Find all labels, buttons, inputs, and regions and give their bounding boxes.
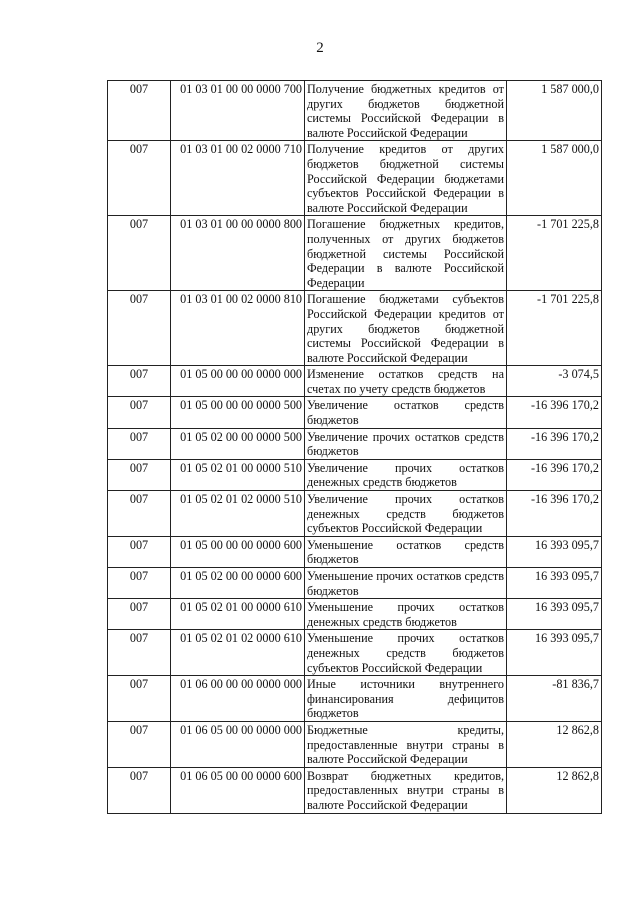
classification-code-cell: 01 05 02 01 02 0000 610 [171,630,305,676]
source-name-cell: Уменьшение прочих остатков денежных средств бюджетов субъектов Российской Федерации [305,630,507,676]
table-row [108,630,602,676]
amount-cell: -16 396 170,2 [507,428,602,459]
page-number: 2 [316,40,324,56]
admin-code-cell: 007 [108,459,171,490]
amount-cell: 16 393 095,7 [507,536,602,567]
classification-code-cell: 01 05 02 00 00 0000 500 [171,428,305,459]
table-row [108,428,602,459]
source-name-cell: Увеличение прочих остатков средств бюджетов [305,428,507,459]
admin-code-cell: 007 [108,291,171,366]
source-name-cell: Получение кредитов от других бюджетов бюджетной системы Российской Федерации бюджетами субъектов Российской Федерации в валюте Российской Федерации [305,141,507,216]
amount-cell: -3 074,5 [507,366,602,397]
classification-code-cell: 01 03 01 00 00 0000 800 [171,216,305,291]
admin-code-cell: 007 [108,568,171,599]
table-row [108,676,602,722]
amount-cell: -1 701 225,8 [507,216,602,291]
source-name-cell: Увеличение прочих остатков денежных средств бюджетов [305,459,507,490]
admin-code-cell: 007 [108,491,171,537]
table-row [108,291,602,366]
source-name-cell: Погашение бюджетами субъектов Российской Федерации кредитов от других бюджетов бюджетной системы Российской Федерации в валюте Российской Федерации [305,291,507,366]
admin-code-cell: 007 [108,676,171,722]
amount-cell: 16 393 095,7 [507,568,602,599]
admin-code-cell: 007 [108,721,171,767]
amount-cell: 12 862,8 [507,767,602,813]
classification-code-cell: 01 03 01 00 02 0000 710 [171,141,305,216]
classification-code-cell: 01 05 00 00 00 0000 000 [171,366,305,397]
amount-cell: -81 836,7 [507,676,602,722]
admin-code-cell: 007 [108,81,171,141]
classification-code-cell: 01 05 02 01 00 0000 610 [171,599,305,630]
classification-code-cell: 01 05 00 00 00 0000 600 [171,536,305,567]
classification-code-cell: 01 03 01 00 00 0000 700 [171,81,305,141]
table-row [108,81,602,141]
classification-code-cell: 01 06 05 00 00 0000 000 [171,721,305,767]
amount-cell: 12 862,8 [507,721,602,767]
table-row [108,721,602,767]
admin-code-cell: 007 [108,141,171,216]
classification-code-cell: 01 05 02 01 00 0000 510 [171,459,305,490]
classification-code-cell: 01 05 02 00 00 0000 600 [171,568,305,599]
source-name-cell: Возврат бюджетных кредитов, предоставленных внутри страны в валюте Российской Федерации [305,767,507,813]
source-name-cell: Погашение бюджетных кредитов, полученных от других бюджетов бюджетной системы Российской Федерации в валюте Российской Федерации [305,216,507,291]
admin-code-cell: 007 [108,216,171,291]
table-row [108,599,602,630]
table-row [108,459,602,490]
table-row [108,397,602,428]
classification-code-cell: 01 06 00 00 00 0000 000 [171,676,305,722]
table-row [108,366,602,397]
amount-cell: 1 587 000,0 [507,141,602,216]
amount-cell: 16 393 095,7 [507,630,602,676]
table-row [108,141,602,216]
classification-code-cell: 01 06 05 00 00 0000 600 [171,767,305,813]
source-name-cell: Уменьшение прочих остатков средств бюджетов [305,568,507,599]
admin-code-cell: 007 [108,536,171,567]
amount-cell: 16 393 095,7 [507,599,602,630]
admin-code-cell: 007 [108,767,171,813]
table-row [108,568,602,599]
source-name-cell: Бюджетные кредиты, предоставленные внутри страны в валюте Российской Федерации [305,721,507,767]
source-name-cell: Увеличение прочих остатков денежных средств бюджетов субъектов Российской Федерации [305,491,507,537]
admin-code-cell: 007 [108,630,171,676]
amount-cell: -16 396 170,2 [507,491,602,537]
sources-table [107,80,602,814]
table-row [108,491,602,537]
admin-code-cell: 007 [108,366,171,397]
classification-code-cell: 01 03 01 00 02 0000 810 [171,291,305,366]
classification-code-cell: 01 05 02 01 02 0000 510 [171,491,305,537]
source-name-cell: Увеличение остатков средств бюджетов [305,397,507,428]
admin-code-cell: 007 [108,428,171,459]
admin-code-cell: 007 [108,599,171,630]
table-row [108,216,602,291]
source-name-cell: Получение бюджетных кредитов от других бюджетов бюджетной системы Российской Федерации в валюте Российской Федерации [305,81,507,141]
admin-code-cell: 007 [108,397,171,428]
sources-table-body [108,81,602,814]
amount-cell: -16 396 170,2 [507,459,602,490]
source-name-cell: Уменьшение остатков средств бюджетов [305,536,507,567]
source-name-cell: Изменение остатков средств на счетах по учету средств бюджетов [305,366,507,397]
amount-cell: -16 396 170,2 [507,397,602,428]
table-row [108,536,602,567]
amount-cell: 1 587 000,0 [507,81,602,141]
amount-cell: -1 701 225,8 [507,291,602,366]
source-name-cell: Уменьшение прочих остатков денежных средств бюджетов [305,599,507,630]
source-name-cell: Иные источники внутреннего финансирования дефицитов бюджетов [305,676,507,722]
classification-code-cell: 01 05 00 00 00 0000 500 [171,397,305,428]
table-row [108,767,602,813]
